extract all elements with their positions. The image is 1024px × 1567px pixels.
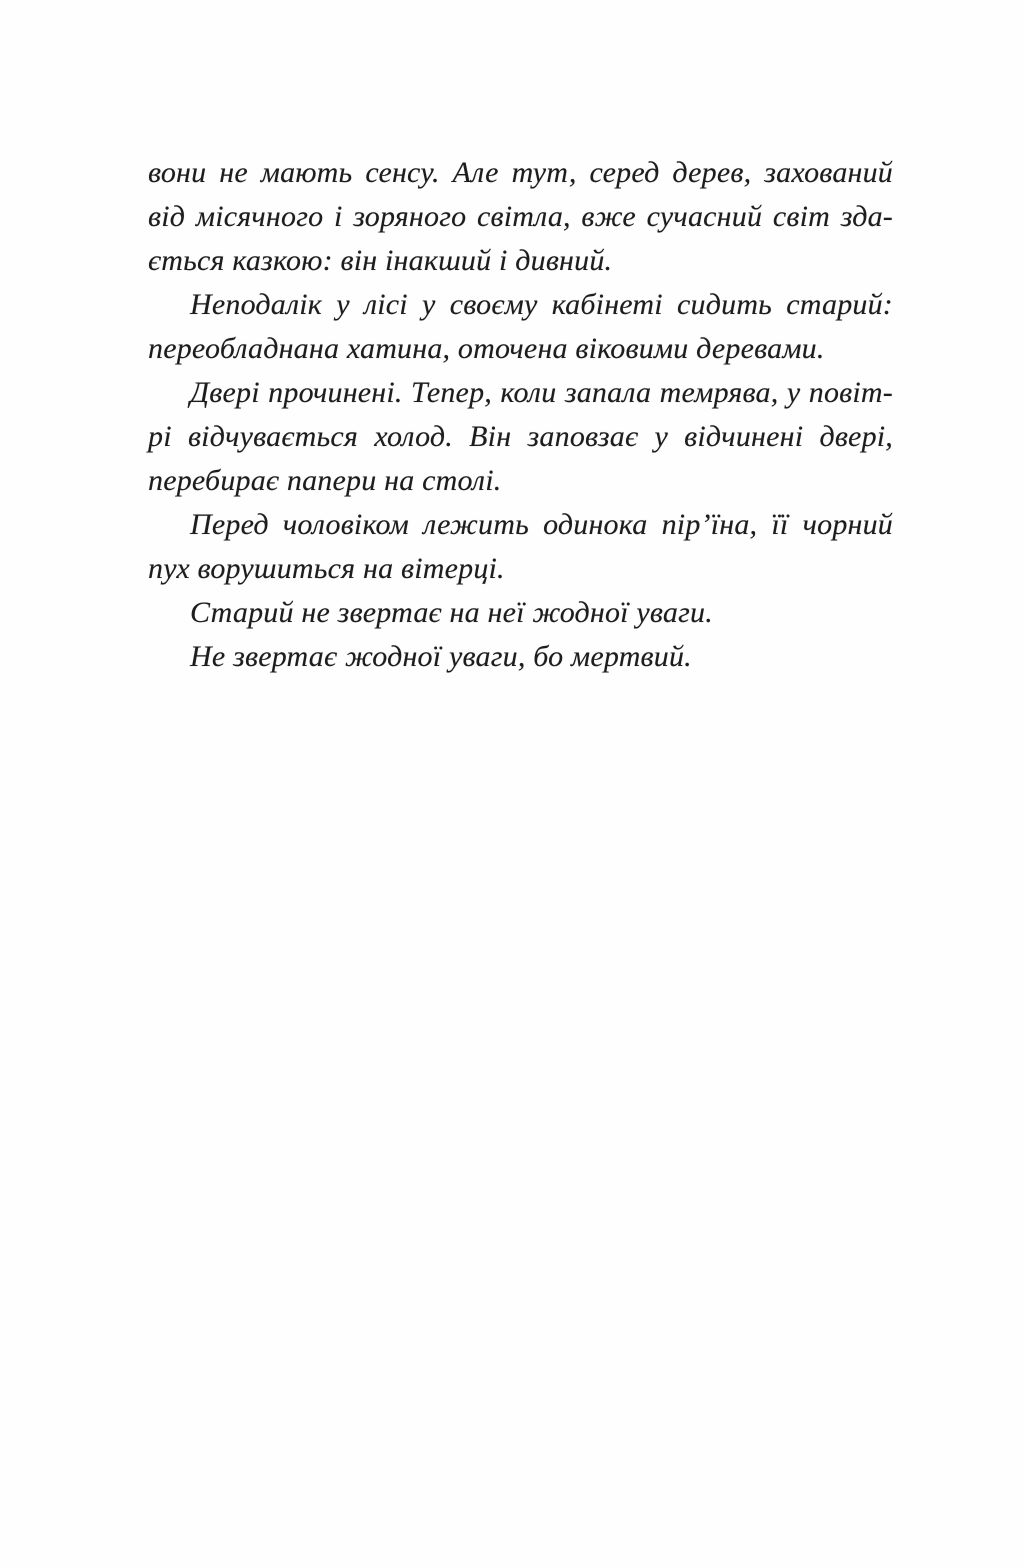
text-line: вони не мають сенсу. Але тут, серед дерев, захований — [148, 156, 893, 189]
text-line: переобладнана хатина, оточена віковими деревами. — [148, 332, 825, 365]
text-line: від місячного і зоряного світла, вже сучасний світ зда- — [148, 200, 893, 233]
text-line: Перед чоловіком лежить одинока пір’їна, її чорний — [190, 508, 893, 541]
page-text-block — [148, 151, 893, 679]
text-line: Не звертає жодної уваги, бо мертвий. — [190, 640, 692, 673]
text-line: рі відчувається холод. Він заповзає у відчинені двері, — [148, 420, 893, 453]
text-line: Неподалік у лісі у своєму кабінеті сидить старий: — [190, 288, 893, 321]
text-line: Двері прочинені. Тепер, коли запала темрява, у повіт- — [190, 376, 893, 409]
text-line: ється казкою: він інакший і дивний. — [148, 244, 613, 277]
text-line: перебирає папери на столі. — [148, 464, 502, 497]
text-line: Старий не звертає на неї жодної уваги. — [190, 596, 713, 629]
text-line: пух ворушиться на вітерці. — [148, 552, 505, 585]
